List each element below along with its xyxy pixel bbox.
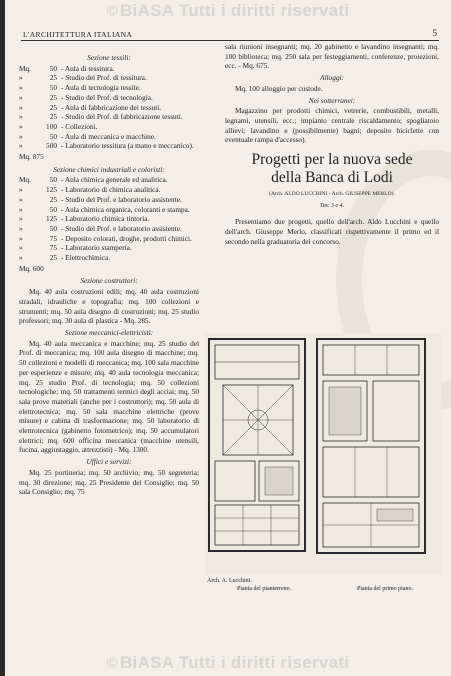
row-description: - Collezioni. [61,121,98,131]
row-description: - Studio del Prof. di tecnologia. [61,92,153,102]
row-unit: » [19,83,23,93]
row-area: 25 [49,112,57,122]
area-row [19,224,199,234]
article-authors: (Arch. ALDO LUCCHINI - Arch. GIUSEPPE MERLO). [269,191,395,198]
area-row [19,195,199,205]
row-description: - Aula chimica organica, coloranti e stampa. [61,204,190,214]
tessili-list [19,64,199,151]
area-row [19,103,199,113]
row-description: - Laboratorio tessitura (a mano e meccanico). [61,141,194,151]
section-heading: Alloggi: [320,73,344,83]
row-unit: » [19,233,23,243]
area-row [19,73,199,83]
area-row [19,64,199,74]
row-area: 125 [46,185,57,195]
plate-reference: Tav. 3 e 4. [319,202,345,209]
area-row [19,83,199,93]
area-row [19,122,199,132]
row-description: - Studio del Prof. di tessitura. [61,73,147,83]
row-unit: » [19,194,23,204]
floor-plans-figure [205,333,441,575]
left-column [19,51,199,497]
row-area: 500 [46,141,57,151]
row-description: - Aula di meccanica e macchine. [61,131,156,141]
row-description: - Laboratorio di chimica analitica. [61,185,161,195]
section-heading: Nei sotterranei: [308,95,356,105]
area-row [19,214,199,224]
article-title-line: Progetti per la nuova sede [251,151,413,169]
row-area: 50 [49,223,57,233]
figure-credit: Arch. A. Lucchini. [207,578,252,584]
row-unit: » [19,73,23,83]
article-title [225,151,439,187]
area-row [19,234,199,244]
watermark-bottom: © BiASA Tutti i diritti riservati [106,653,350,672]
row-description: - Deposito colorati, droghe, prodotti chimici. [61,233,192,243]
row-description: - Studio del Prof. di fabbricazione tessuti. [61,112,183,122]
section-heading: Sezione meccanici-elettricisti: [64,327,154,337]
row-unit: » [19,92,23,102]
row-unit: » [19,204,23,214]
chimici-list [19,175,199,262]
section-heading: Sezione costruttori: [80,276,138,286]
row-description: - Aula chimica generale ed analitica. [61,175,168,185]
row-unit: Mq. [19,175,31,185]
row-description: - Elettrochimica. [61,253,111,263]
row-area: 50 [49,83,57,93]
article-title-line: della Banca di Lodi [271,169,393,187]
row-unit: Mq. [19,63,31,73]
section-heading: Uffici e servizi: [86,457,132,467]
row-area: 25 [49,194,57,204]
row-unit: » [19,243,23,253]
section-total: Mq. 875 [19,152,44,162]
paragraph: sala riunioni insegnanti; mq. 20 gabinetto e lavandino insegnanti; mq. 100 biblioteca; mq. 250 sala per festeggiamenti, conferenze, proiezioni, ecc. - Mq. 675. [225,42,439,71]
row-area: 50 [49,204,57,214]
row-unit: » [19,185,23,195]
row-unit: » [19,214,23,224]
paragraph: Mq. 40 aula meccanica e macchine; mq. 25 studio del Prof. di meccanica; mq. 100 aula disegno di macchine; mq. 50 collezioni e modelli di meccanica; mq. 100 sala macchine per esperienze e misure; mq. 40 aula tecnologia meccanica; mq. 25 studio Prof. di tecnologia; mq. 50 collezioni tecnologiche; mq. 50 trattamenti termici degli acciai; mq. 50 sala prove materiali (anche per i costruttori); mq. 50 aula di elettrotecnica; mq. 50 sala macchine elettriche (prove misure) e cabina di trasformazione; mq. 50 laboratorio di elettrotecnica (gabinetto fotometrico); mq. 50 accumulatori elettrici; mq. 600 officina meccanica (macchine utensili, fucina, aggiustaggio, attrezzisti) - Mq. 1300. [19,338,199,455]
row-area: 100 [46,121,57,131]
figure-caption: Pianta del primo piano. [357,586,413,592]
row-unit: » [19,223,23,233]
row-description: - Aula di fabbricazione dei tessuti. [61,102,162,112]
section-total: Mq. 600 [19,263,44,273]
document-page [5,0,451,676]
watermark-top: © BiASA Tutti i diritti riservati [106,1,350,20]
row-description: - Studio del Prof. e laboratorio assistente. [61,223,182,233]
area-row [19,112,199,122]
area-row [19,185,199,195]
row-area: 25 [49,102,57,112]
row-description: - Aula di tessitura. [61,63,115,73]
row-area: 75 [49,233,57,243]
row-unit: » [19,121,23,131]
paragraph: Mq. 25 portineria; mq. 50 archivio; mq. 50 segreteria; mq. 30 direzione; mq. 25 Presidente del Consiglio; mq. 50 sala Consiglio; mq. 75 [19,467,199,497]
row-description: - Laboratorio stamperia. [61,243,132,253]
row-unit: » [19,112,23,122]
section-heading: Sezione tessili: [87,53,131,62]
row-area: 25 [49,92,57,102]
area-row [19,175,199,185]
area-row [19,93,199,103]
paragraph: Presentiamo due progetti, quello dell'arch. Aldo Lucchini e quello dell'arch. Giuseppe Merlo, classificati rispettivamente il primo ed il secondo nella graduatoria del concorso. [225,217,439,246]
figure-caption: Pianta del pianterreno. [237,586,292,592]
running-header: L'ARCHITETTURA ITALIANA [23,30,133,39]
page-number: 5 [432,28,437,38]
row-description: - Laboratorio chimica tintoria. [61,214,150,224]
area-row [19,132,199,142]
area-row [19,253,199,263]
row-unit: » [19,253,23,263]
paragraph: Magazzino per prodotti chimici, vetrerie, combustibili, metalli, legnami, utensili, ecc.; impianto centrale riscaldamento; spogliatoio allievi; lavandino e (possibilmente) bagni; deposito biciclette con eventuale rampa d'accesso). [225,106,439,145]
paragraph: Mq. 40 aula costruzioni edili; mq. 40 aula costruzioni stradali, idrauliche e topografia; mq. 100 collezioni e strumenti; mq. 50 aula disegno di costruzioni; mq. 25 studio professori; mq. 30 aula di plastica - Mq. 285. [19,287,199,326]
row-area: 25 [49,253,57,263]
area-row [19,141,199,151]
right-column [225,42,439,247]
row-area: 50 [49,63,57,73]
row-description: - Aula di tecnologia tessile. [61,83,141,93]
row-unit: » [19,131,23,141]
row-unit: » [19,102,23,112]
row-area: 50 [49,175,57,185]
section-heading: Sezione chimici industriali e coloristi: [53,164,165,174]
row-area: 75 [49,243,57,253]
header-rule [21,40,439,41]
row-area: 125 [46,214,57,224]
row-unit: » [19,141,23,151]
area-row [19,205,199,215]
row-area: 50 [49,131,57,141]
paragraph: Mq. 100 alloggio per custode. [235,83,323,93]
row-description: - Studio del Prof. e laboratorio assistente. [61,194,182,204]
row-area: 25 [49,73,57,83]
area-row [19,243,199,253]
